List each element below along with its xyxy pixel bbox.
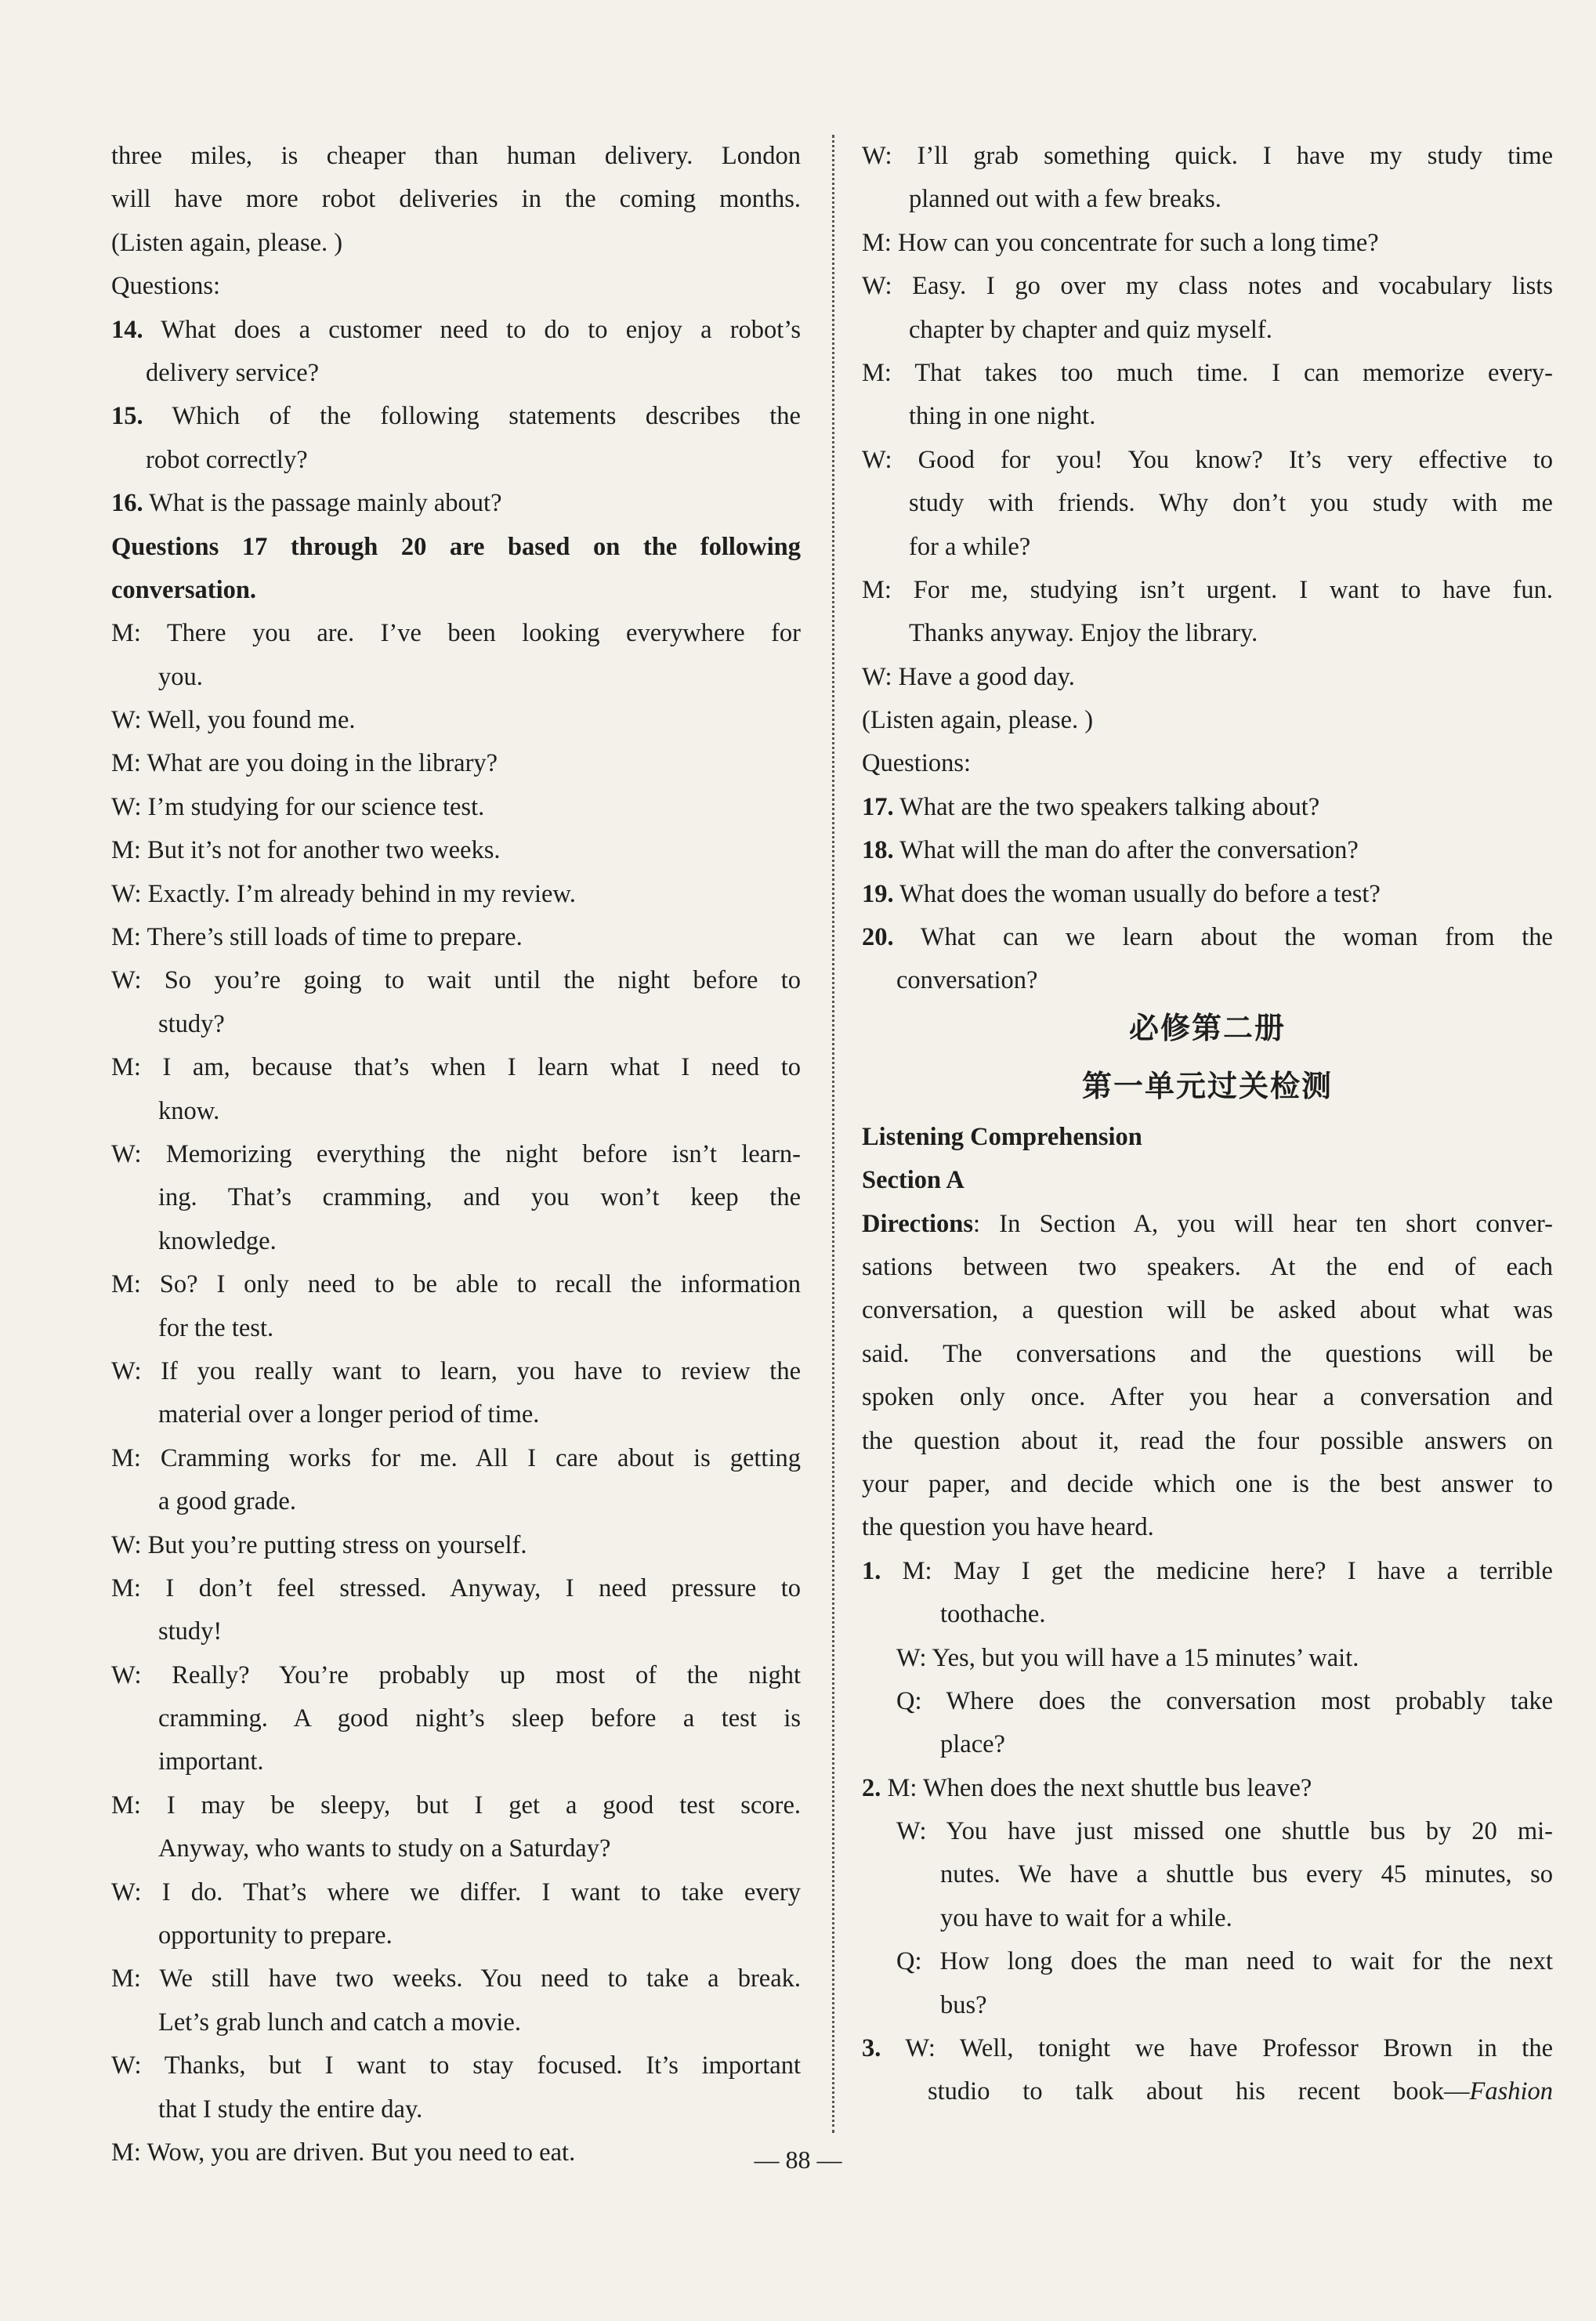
text-line: material over a longer period of time.	[158, 1400, 540, 1429]
text-line: M: We still have two weeks. You need to take a break.	[111, 1964, 801, 1993]
question-number: 18.	[862, 836, 894, 865]
text-line: 17. What are the two speakers talking about?	[862, 792, 1320, 821]
text-line: M: I may be sleepy, but I get a good test score.	[111, 1791, 801, 1820]
text-line: W: So you’re going to wait until the night before to	[111, 966, 801, 995]
text-line: that I study the entire day.	[158, 2095, 423, 2124]
text-line: the question you have heard.	[862, 1513, 1154, 1542]
text-line: nutes. We have a shuttle bus every 45 minutes, so	[940, 1860, 1553, 1889]
question-number: 17.	[862, 792, 894, 821]
text-line: M: Wow, you are driven. But you need to eat.	[111, 2138, 576, 2167]
text-line: study with friends. Why don’t you study with me	[909, 489, 1553, 518]
text-line: 14. What does a customer need to do to enjoy a robot’s	[111, 315, 801, 344]
text-line: bus?	[940, 1990, 987, 2019]
text-line: the question about it, read the four possible answers on	[862, 1426, 1553, 1455]
text-line: a good grade.	[158, 1487, 296, 1516]
unit-heading: 第一单元过关检测	[1081, 1068, 1333, 1103]
text-line: M: How can you concentrate for such a long time?	[862, 228, 1379, 257]
text-line: W: I’m studying for our science test.	[111, 792, 485, 821]
text-line: important.	[158, 1747, 264, 1776]
text-line: you.	[158, 662, 203, 691]
text-line: 18. What will the man do after the conversation?	[862, 836, 1359, 865]
text-line: M: I don’t feel stressed. Anyway, I need pressure to	[111, 1573, 801, 1602]
text-line: chapter by chapter and quiz myself.	[909, 315, 1272, 344]
text-line: Q: How long does the man need to wait for the next	[896, 1947, 1553, 1976]
text-line: for a while?	[909, 532, 1031, 561]
text-line: W: Thanks, but I want to stay focused. It’s important	[111, 2051, 801, 2080]
text-line: M: I am, because that’s when I learn what I need to	[111, 1053, 801, 1082]
text-line: place?	[940, 1730, 1005, 1759]
question-number: 14.	[111, 315, 143, 344]
text-line: you have to wait for a while.	[940, 1903, 1232, 1932]
text-line: M: That takes too much time. I can memorize every-	[862, 358, 1553, 387]
text-line: W: I’ll grab something quick. I have my study time	[862, 142, 1553, 170]
text-line: W: Easy. I go over my class notes and vocabulary lists	[862, 272, 1553, 301]
text-line: study!	[158, 1617, 223, 1646]
text-line: Questions:	[862, 749, 972, 778]
right-column-transcript	[862, 135, 1553, 1003]
directions-label: Directions	[862, 1209, 974, 1238]
left-column	[111, 135, 801, 2174]
text-line: Let’s grab lunch and catch a movie.	[158, 2008, 521, 2037]
text-line: W: But you’re putting stress on yourself.	[111, 1530, 527, 1559]
text-line: conversation.	[111, 575, 257, 604]
text-line: planned out with a few breaks.	[909, 185, 1221, 214]
text-line: 15. Which of the following statements describes the	[111, 402, 801, 431]
text-line: W: Memorizing everything the night before isn’t learn-	[111, 1139, 801, 1168]
text-line: thing in one night.	[909, 402, 1096, 431]
text-line: W: I do. That’s where we differ. I want to take every	[111, 1877, 801, 1906]
text-line: conversation, a question will be asked about what was	[862, 1296, 1553, 1325]
text-line: M: There’s still loads of time to prepare.	[111, 923, 523, 952]
text-line: Listening Comprehension	[862, 1122, 1142, 1151]
text-line: for the test.	[158, 1313, 274, 1342]
text-line: your paper, and decide which one is the best answer to	[862, 1469, 1553, 1498]
question-number: 19.	[862, 879, 894, 908]
book-title: Fashion	[1469, 2077, 1553, 2106]
text-line: W: Really? You’re probably up most of the night	[111, 1660, 801, 1689]
text-line: W: Well, you found me.	[111, 706, 356, 735]
text-line: cramming. A good night’s sleep before a test is	[158, 1704, 801, 1733]
text-line: W: If you really want to learn, you have to review the	[111, 1356, 801, 1385]
text-line: 1. M: May I get the medicine here? I have a terrible	[862, 1556, 1553, 1585]
text-line: sations between two speakers. At the end of each	[862, 1252, 1553, 1281]
text-line: said. The conversations and the questions will be	[862, 1339, 1553, 1368]
text-line: study?	[158, 1009, 225, 1038]
right-column-test	[862, 1116, 1553, 2114]
text-line: M: There you are. I’ve been looking everywhere for	[111, 619, 801, 648]
question-number: 16.	[111, 489, 143, 518]
text-line: W: Exactly. I’m already behind in my review.	[111, 879, 576, 908]
text-line: Thanks anyway. Enjoy the library.	[909, 619, 1258, 648]
text-line: W: You have just missed one shuttle bus by 20 mi-	[896, 1817, 1553, 1846]
text-line: M: Cramming works for me. All I care about is getting	[111, 1443, 801, 1472]
text-line: Directions: In Section A, you will hear ten short conver-	[862, 1209, 1553, 1238]
text-line: W: Have a good day.	[862, 662, 1075, 691]
text-line: M: But it’s not for another two weeks.	[111, 836, 501, 865]
text-line: W: Good for you! You know? It’s very effective to	[862, 445, 1553, 474]
question-number: 2.	[862, 1773, 881, 1802]
text-line: Q: Where does the conversation most probably take	[896, 1686, 1553, 1715]
text-line: (Listen again, please. )	[862, 706, 1094, 735]
text-line: knowledge.	[158, 1226, 277, 1255]
text-line: robot correctly?	[146, 445, 308, 474]
text-line: M: What are you doing in the library?	[111, 749, 498, 778]
text-line: M: So? I only need to be able to recall the information	[111, 1270, 801, 1299]
text-line: opportunity to prepare.	[158, 1921, 393, 1950]
text-line: (Listen again, please. )	[111, 228, 343, 257]
question-number: 20.	[862, 923, 894, 952]
text-line: 20. What can we learn about the woman from the	[862, 923, 1553, 952]
text-line: studio to talk about his recent book—Fashion	[928, 2077, 1553, 2106]
text-line: W: Yes, but you will have a 15 minutes’ wait.	[896, 1643, 1359, 1672]
question-number: 1.	[862, 1556, 881, 1585]
question-number: 15.	[111, 402, 143, 431]
question-number: 3.	[862, 2034, 881, 2063]
text-line: toothache.	[940, 1600, 1046, 1629]
text-line: Section A	[862, 1166, 964, 1195]
text-line: M: For me, studying isn’t urgent. I want to have fun.	[862, 575, 1553, 604]
text-line: 2. M: When does the next shuttle bus leave?	[862, 1773, 1312, 1802]
text-line: Questions 17 through 20 are based on the following	[111, 532, 801, 561]
text-line: spoken only once. After you hear a conversation and	[862, 1383, 1553, 1412]
text-line: 19. What does the woman usually do before a test?	[862, 879, 1381, 908]
text-line: ing. That’s cramming, and you won’t keep the	[158, 1183, 801, 1212]
text-line: will have more robot deliveries in the coming months.	[111, 185, 801, 214]
right-column	[862, 135, 1553, 2114]
text-line: Questions:	[111, 272, 221, 301]
text-line: 16. What is the passage mainly about?	[111, 489, 502, 518]
text-line: 3. W: Well, tonight we have Professor Brown in the	[862, 2034, 1553, 2063]
column-divider	[832, 135, 834, 2133]
page-number: — 88 —	[754, 2145, 842, 2174]
book-heading: 必修第二册	[1128, 1010, 1286, 1045]
text-line: three miles, is cheaper than human delivery. London	[111, 142, 801, 170]
text-line: Anyway, who wants to study on a Saturday?	[158, 1834, 611, 1863]
text-line: delivery service?	[146, 358, 320, 387]
text-line: conversation?	[896, 966, 1038, 995]
text-line: know.	[158, 1096, 220, 1125]
